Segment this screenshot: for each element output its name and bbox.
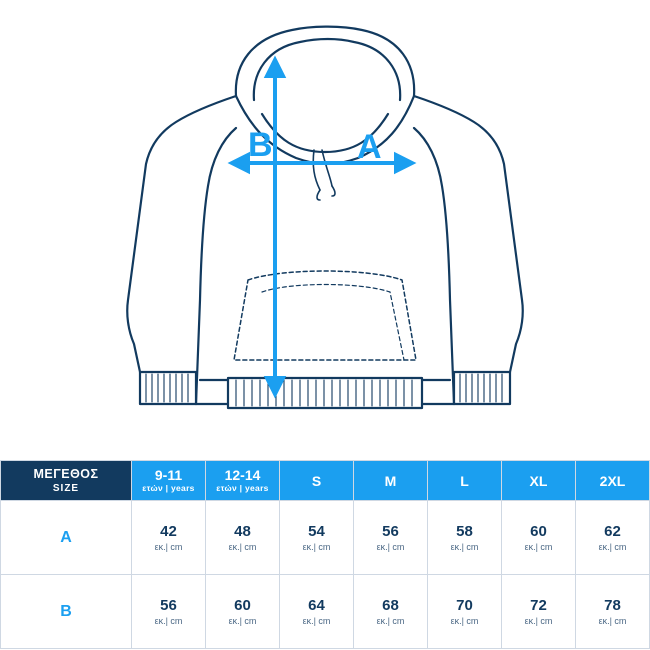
cell-a-6-unit: εκ.| cm <box>598 541 627 552</box>
header-size-5 <box>502 461 576 501</box>
cell-b-0-unit: εκ.| cm <box>154 615 183 626</box>
cell-a-4-unit: εκ.| cm <box>450 541 479 552</box>
cell-a-3 <box>354 501 428 575</box>
table-row <box>1 501 650 575</box>
table-row <box>1 575 650 649</box>
cell-a-0-unit: εκ.| cm <box>154 541 183 552</box>
header-size-6-value: 2XL <box>599 472 626 489</box>
cell-b-3-unit: εκ.| cm <box>376 615 405 626</box>
header-size-label-gr: ΜΕΓΕΘΟΣ <box>33 466 99 481</box>
cell-b-1-unit: εκ.| cm <box>228 615 257 626</box>
cell-b-2-value: 64 <box>308 596 325 614</box>
cell-b-6 <box>576 575 650 649</box>
cell-b-0 <box>132 575 206 649</box>
cell-b-0-value: 56 <box>160 596 177 614</box>
header-size-1 <box>206 461 280 501</box>
cell-b-5-value: 72 <box>530 596 547 614</box>
header-size-5-value: XL <box>529 472 548 489</box>
cell-a-5 <box>502 501 576 575</box>
cell-a-0-value: 42 <box>160 522 177 540</box>
header-size-4 <box>428 461 502 501</box>
cell-a-1 <box>206 501 280 575</box>
row-label-a: A <box>1 501 132 575</box>
header-size-6 <box>576 461 650 501</box>
cell-a-3-value: 56 <box>382 522 399 540</box>
cell-b-2 <box>280 575 354 649</box>
cell-b-6-unit: εκ.| cm <box>598 615 627 626</box>
cell-b-5 <box>502 575 576 649</box>
header-size-2 <box>280 461 354 501</box>
cell-b-1 <box>206 575 280 649</box>
header-size-0 <box>132 461 206 501</box>
cell-b-4-value: 70 <box>456 596 473 614</box>
header-size-1-value: 12-14 <box>224 467 261 483</box>
cell-a-6 <box>576 501 650 575</box>
header-size-2-value: S <box>311 472 322 489</box>
measure-b-label: B <box>248 126 273 164</box>
cell-b-5-unit: εκ.| cm <box>524 615 553 626</box>
cell-a-4 <box>428 501 502 575</box>
cell-a-6-value: 62 <box>604 522 621 540</box>
cell-a-5-unit: εκ.| cm <box>524 541 553 552</box>
cell-a-3-unit: εκ.| cm <box>376 541 405 552</box>
cell-b-4-unit: εκ.| cm <box>450 615 479 626</box>
header-size-label <box>1 461 132 501</box>
cell-a-1-unit: εκ.| cm <box>228 541 257 552</box>
header-size-4-value: L <box>460 472 469 489</box>
cell-a-5-value: 60 <box>530 522 547 540</box>
header-size-0-value: 9-11 <box>154 467 183 483</box>
cell-b-6-value: 78 <box>604 596 621 614</box>
cell-a-4-value: 58 <box>456 522 473 540</box>
cell-b-3 <box>354 575 428 649</box>
cell-b-2-unit: εκ.| cm <box>302 615 331 626</box>
cell-a-2-unit: εκ.| cm <box>302 541 331 552</box>
cell-a-0 <box>132 501 206 575</box>
header-size-3 <box>354 461 428 501</box>
measure-a-label: A <box>357 128 382 166</box>
cell-b-3-value: 68 <box>382 596 399 614</box>
cell-b-4 <box>428 575 502 649</box>
header-size-label-en: SIZE <box>52 482 80 494</box>
table-header-row <box>1 461 650 501</box>
cell-b-1-value: 60 <box>234 596 251 614</box>
header-size-1-sub: ετών | years <box>216 483 269 493</box>
cell-a-2-value: 54 <box>308 522 325 540</box>
row-label-b: B <box>1 575 132 649</box>
cell-a-1-value: 48 <box>234 522 251 540</box>
header-size-0-sub: ετών | years <box>142 483 195 493</box>
cell-a-2 <box>280 501 354 575</box>
header-size-3-value: M <box>384 472 397 489</box>
size-chart-table <box>0 460 650 649</box>
